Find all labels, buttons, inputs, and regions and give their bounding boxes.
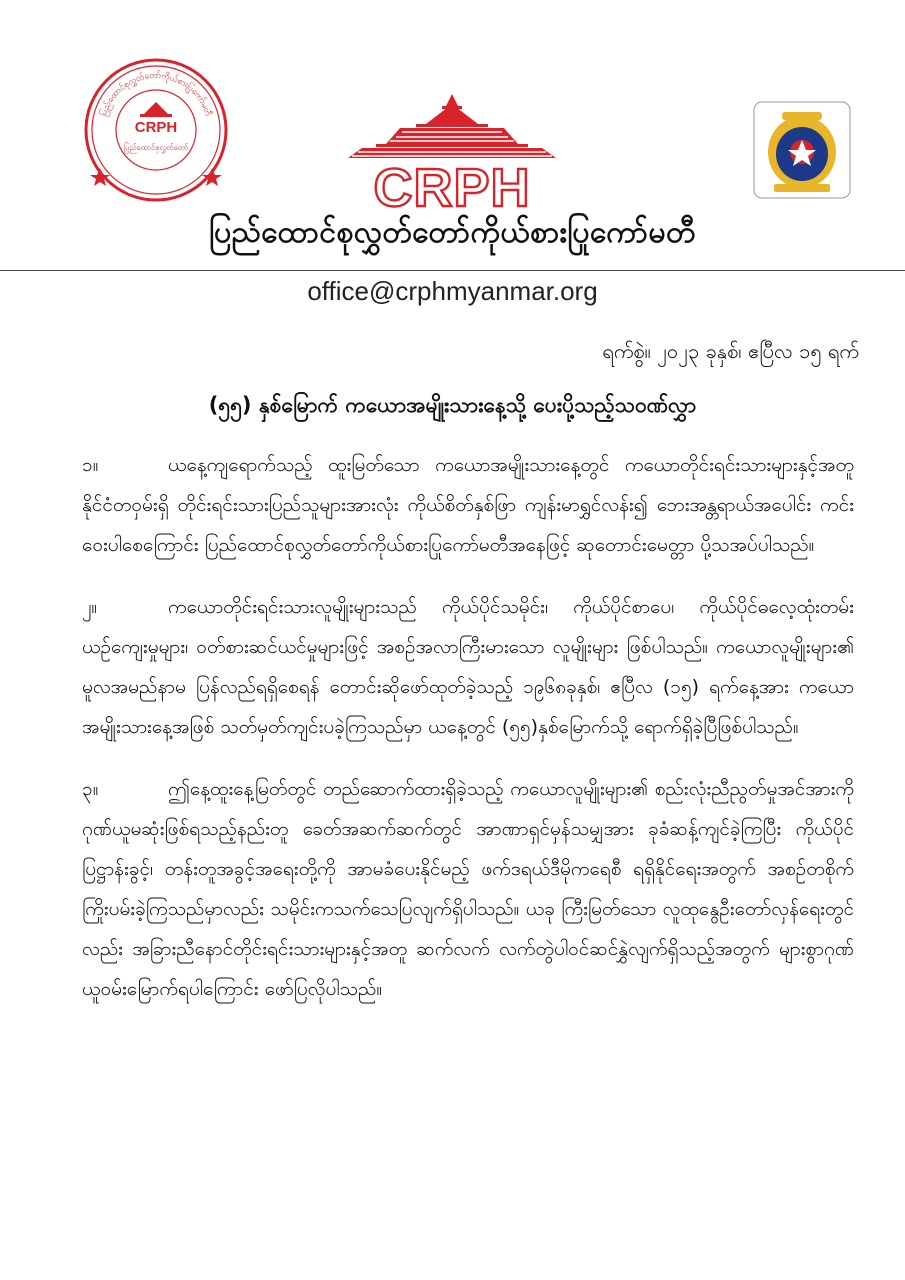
- contact-email: office@crphmyanmar.org: [307, 276, 598, 306]
- paragraph: [82, 587, 854, 747]
- seal-abbr: CRPH: [134, 119, 178, 136]
- document-body: [82, 445, 854, 1031]
- document-date: ရက်စွဲ။ ၂၀၂၃ ခုနှစ်၊ ဧပြီလ ၁၅ ရက်: [602, 339, 859, 363]
- logo-text: CRPH: [373, 158, 531, 212]
- paragraph-number: ၁။: [82, 454, 99, 476]
- seal-ring-text: ပြည်ထောင်စုလွှတ်တော်ကိုယ်စားပြုကော်မတီ: [99, 70, 213, 118]
- letterhead: [0, 0, 905, 306]
- crph-round-seal-icon: [82, 56, 230, 204]
- paragraph-text: ဤနေ့ထူးနေ့မြတ်တွင် တည်ဆောက်ထားရှိခဲ့သည့် ကယောလူမျိုးများ၏ စည်းလုံးညီညွတ်မှုအင်အားကို ဂုဏ်ယူမဆုံးဖြစ်ရသည့်နည်းတူ ခေတ်အဆက်ဆက်တွင် အာဏာရှင်မှန်သမျှအား ခုခံဆန့်ကျင်ခဲ့ကြပြီး ကိုယ်ပိုင်ပြဋ္ဌာန်းခွင့်၊ တန်းတူအခွင့်အရေးတို့ကို အာမခံပေးနိုင်မည့် ဖက်ဒရယ်ဒီမိုကရေစီ ရရှိနိုင်ရေးအတွက် အစဉ်တစိုက် ကြိုးပမ်းခဲ့ကြသည်မှာလည်း သမိုင်းကသက်သေပြလျက်ရှိပါသည်။ ယခု ကြီးမြတ်သော လူထုနွေဦးတော်လှန်ရေးတွင်လည်း အခြားညီနောင်တိုင်းရင်းသားများနှင့်အတူ ဆက်လက် လက်တွဲပါဝင်ဆင်နွှဲလျက်ရှိသည့်အတွက် များစွာဂုဏ်ယူဝမ်းမြောက်ရပါကြောင်း ဖော်ပြလိုပါသည်။: [82, 778, 854, 1000]
- paragraph: [82, 769, 854, 1009]
- organization-name: ပြည်ထောင်စုလွှတ်တော်ကိုယ်စားပြုကော်မတီ: [209, 215, 696, 250]
- paragraph-text: ယနေ့ကျရောက်သည့် ထူးမြတ်သော ကယောအမျိုးသားနေ့တွင် ကယောတိုင်းရင်းသားများနှင့်အတူ နိုင်ငံတဝှမ်းရှိ တိုင်းရင်းသားပြည်သူများအားလုံး ကိုယ်စိတ်နှစ်ဖြာ ကျန်းမာရွှင်လန်း၍ ဘေးအန္တရာယ်အပေါင်း ကင်းဝေးပါစေကြောင်း ပြည်ထောင်စုလွှတ်တော်ကိုယ်စားပြုကော်မတီအနေဖြင့် ဆုတောင်းမေတ္တာ ပို့သအပ်ပါသည်။: [82, 454, 854, 556]
- document-title: (၅၅) နှစ်မြောက် ကယောအမျိုးသားနေ့သို့ ပေးပို့သည့်သဝဏ်လွှာ: [208, 393, 697, 417]
- paragraph-number: ၃။: [82, 778, 99, 800]
- union-emblem-icon: [752, 100, 852, 200]
- paragraph-text: ကယောတိုင်းရင်းသားလူမျိုးများသည် ကိုယ်ပိုင်သမိုင်း၊ ကိုယ်ပိုင်စာပေ၊ ကိုယ်ပိုင်ဓလေ့ထုံးတမ်းယဉ်ကျေးမှုများ၊ ဝတ်စားဆင်ယင်မှုများဖြင့် အစဉ်အလာကြီးမားသော လူမျိုးများ ဖြစ်ပါသည်။ ကယောလူမျိုးများ၏ မူလအမည်နာမ ပြန်လည်ရရှိစေရန် တောင်းဆိုဖော်ထုတ်ခဲ့သည့် ၁၉၆၈ခုနှစ်၊ ဧပြီလ (၁၅) ရက်နေ့အား ကယောအမျိုးသားနေ့အဖြစ် သတ်မှတ်ကျင်းပခဲ့ကြသည်မှာ ယနေ့တွင် (၅၅)နှစ်မြောက်သို့ ရောက်ရှိခဲ့ပြီဖြစ်ပါသည်။: [82, 596, 854, 738]
- crph-logo-icon: [342, 92, 562, 212]
- header-divider: [0, 270, 905, 271]
- seal-subtext: ပြည်ထောင်စုလွှတ်တော်: [123, 143, 189, 152]
- paragraph-number: ၂။: [82, 596, 98, 618]
- paragraph: [82, 445, 854, 565]
